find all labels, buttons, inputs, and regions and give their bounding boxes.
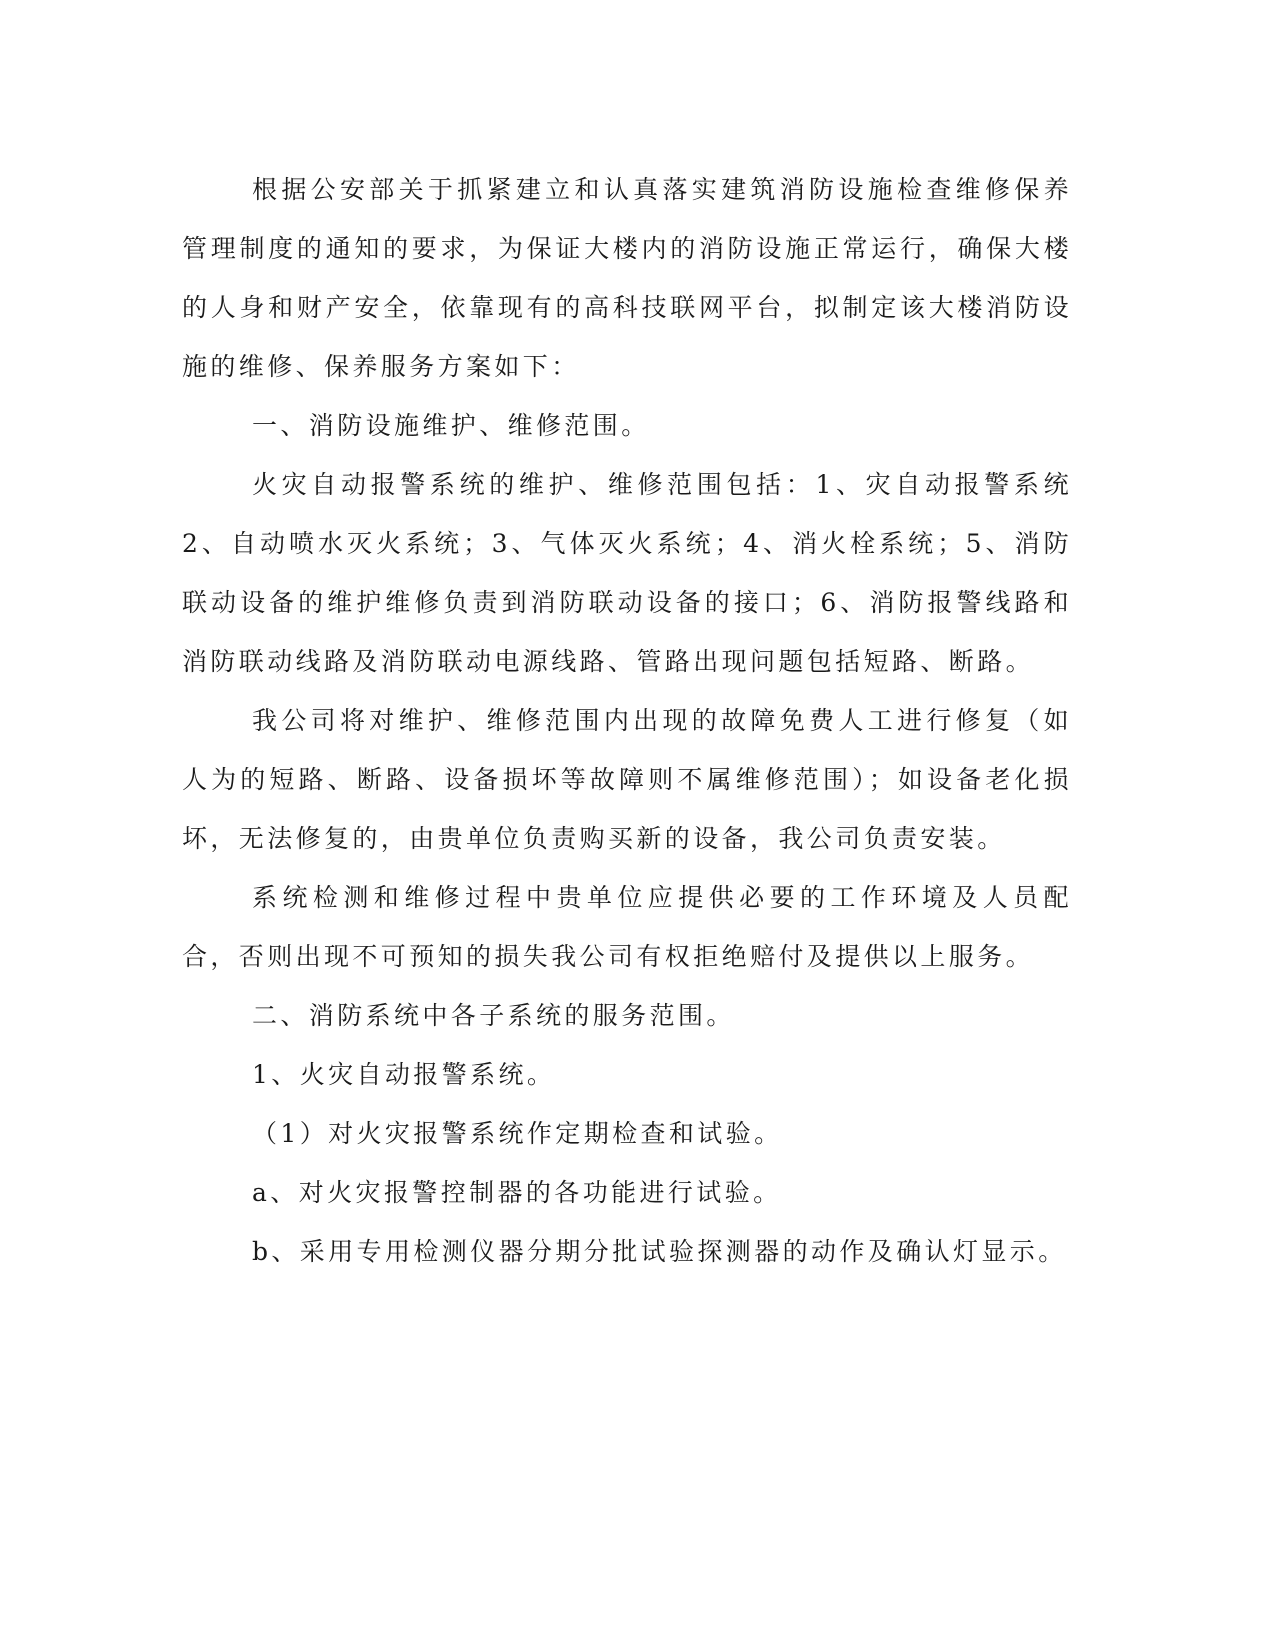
intro-paragraph: 根据公安部关于抓紧建立和认真落实建筑消防设施检查维修保养管理制度的通知的要求，为保证大楼内的消防设施正常运行，确保大楼的人身和财产安全，依靠现有的高科技联网平台，拟制定该大楼消防设施的维修、保养服务方案如下： bbox=[182, 175, 1072, 381]
section-1-heading: 一、消防设施维护、维修范围。 bbox=[252, 411, 650, 440]
subsection-1-heading: 1、火灾自动报警系统。 bbox=[252, 1060, 556, 1089]
cooperation-paragraph: 系统检测和维修过程中贵单位应提供必要的工作环境及人员配合，否则出现不可预知的损失我公司有权拒绝赔付及提供以上服务。 bbox=[182, 883, 1072, 971]
section-2-heading: 二、消防系统中各子系统的服务范围。 bbox=[252, 1001, 735, 1030]
repair-policy-paragraph: 我公司将对维护、维修范围内出现的故障免费人工进行修复（如人为的短路、断路、设备损坏等故障则不属维修范围）；如设备老化损坏，无法修复的，由贵单位负责购买新的设备，我公司负责安装。 bbox=[182, 706, 1072, 853]
item-b: b、采用专用检测仪器分期分批试验探测器的动作及确认灯显示。 bbox=[252, 1237, 1067, 1266]
item-1: （1）对火灾报警系统作定期检查和试验。 bbox=[252, 1119, 783, 1148]
item-a: a、对火灾报警控制器的各功能进行试验。 bbox=[252, 1178, 782, 1207]
document-page bbox=[182, 160, 1084, 1281]
scope-paragraph: 火灾自动报警系统的维护、维修范围包括：1、灾自动报警系统 2、自动喷水灭火系统；3、气体灭火系统；4、消火栓系统；5、消防联动设备的维护维修负责到消防联动设备的接口；6、消防报警线路和消防联动线路及消防联动电源线路、管路出现问题包括短路、断路。 bbox=[182, 470, 1084, 676]
